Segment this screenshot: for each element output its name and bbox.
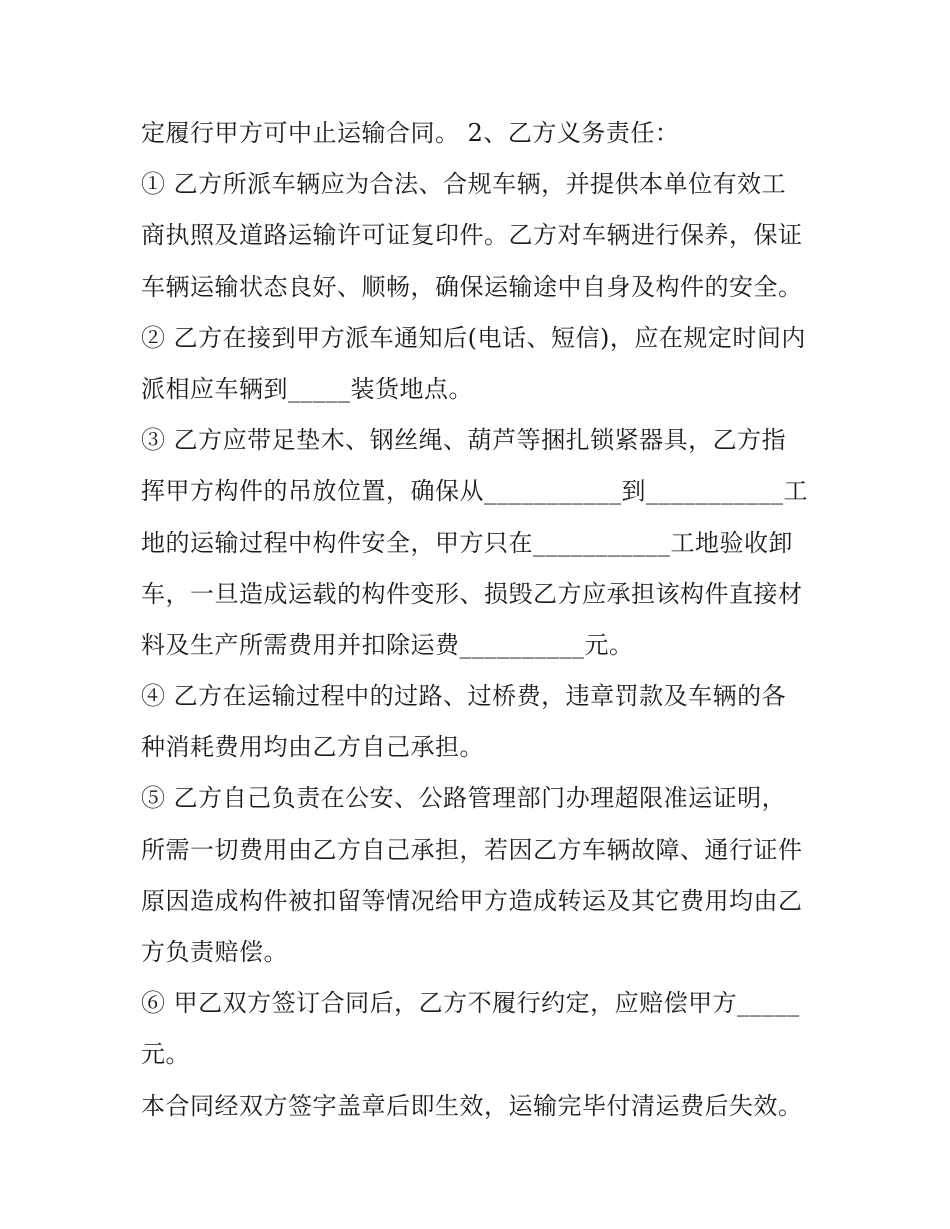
text-line: 车，一旦造成运载的构件变形、损毁乙方应承担该构件直接材 [141, 579, 803, 608]
text-line: 定履行甲方可中止运输合同。 2、乙方义务责任： [141, 119, 680, 147]
text-line: 料及生产所需费用并扣除运费__________元。 [141, 630, 634, 659]
text-line: 派相应车辆到_____装货地点。 [141, 374, 473, 403]
text-line: ① 乙方所派车辆应为合法、合规车辆，并提供本单位有效工 [141, 170, 787, 199]
document-body [141, 108, 831, 1132]
text-line: 方负责赔偿。 [141, 938, 288, 966]
text-line: 车辆运输状态良好、顺畅，确保运输途中自身及构件的安全。 [141, 272, 803, 301]
text-line: 地的运输过程中构件安全，甲方只在___________工地验收卸 [141, 528, 793, 557]
text-line: 商执照及道路运输许可证复印件。乙方对车辆进行保养，保证 [141, 221, 803, 250]
text-line: 所需一切费用由乙方自己承担，若因乙方车辆故障、通行证件 [141, 835, 803, 864]
text-line: 挥甲方构件的吊放位置，确保从___________到___________工 [141, 477, 808, 506]
text-line: ③ 乙方应带足垫木、钢丝绳、葫芦等捆扎锁紧器具，乙方指 [141, 426, 787, 455]
text-line: 本合同经双方签字盖章后即生效，运输完毕付清运费后失效。 [141, 1091, 803, 1120]
text-line: ④ 乙方在运输过程中的过路、过桥费，违章罚款及车辆的各 [141, 682, 787, 711]
text-line: ⑤ 乙方自己负责在公安、公路管理部门办理超限准运证明， [141, 784, 787, 813]
text-line: 原因造成构件被扣留等情况给甲方造成转运及其它费用均由乙 [141, 886, 803, 915]
text-line: ⑥ 甲乙双方签订合同后，乙方不履行约定，应赔偿甲方_____ [141, 989, 800, 1018]
text-line: ② 乙方在接到甲方派车通知后(电话、短信)，应在规定时间内 [141, 323, 806, 352]
text-line: 种消耗费用均由乙方自己承担。 [141, 733, 484, 762]
text-line: 元。 [141, 1040, 190, 1069]
